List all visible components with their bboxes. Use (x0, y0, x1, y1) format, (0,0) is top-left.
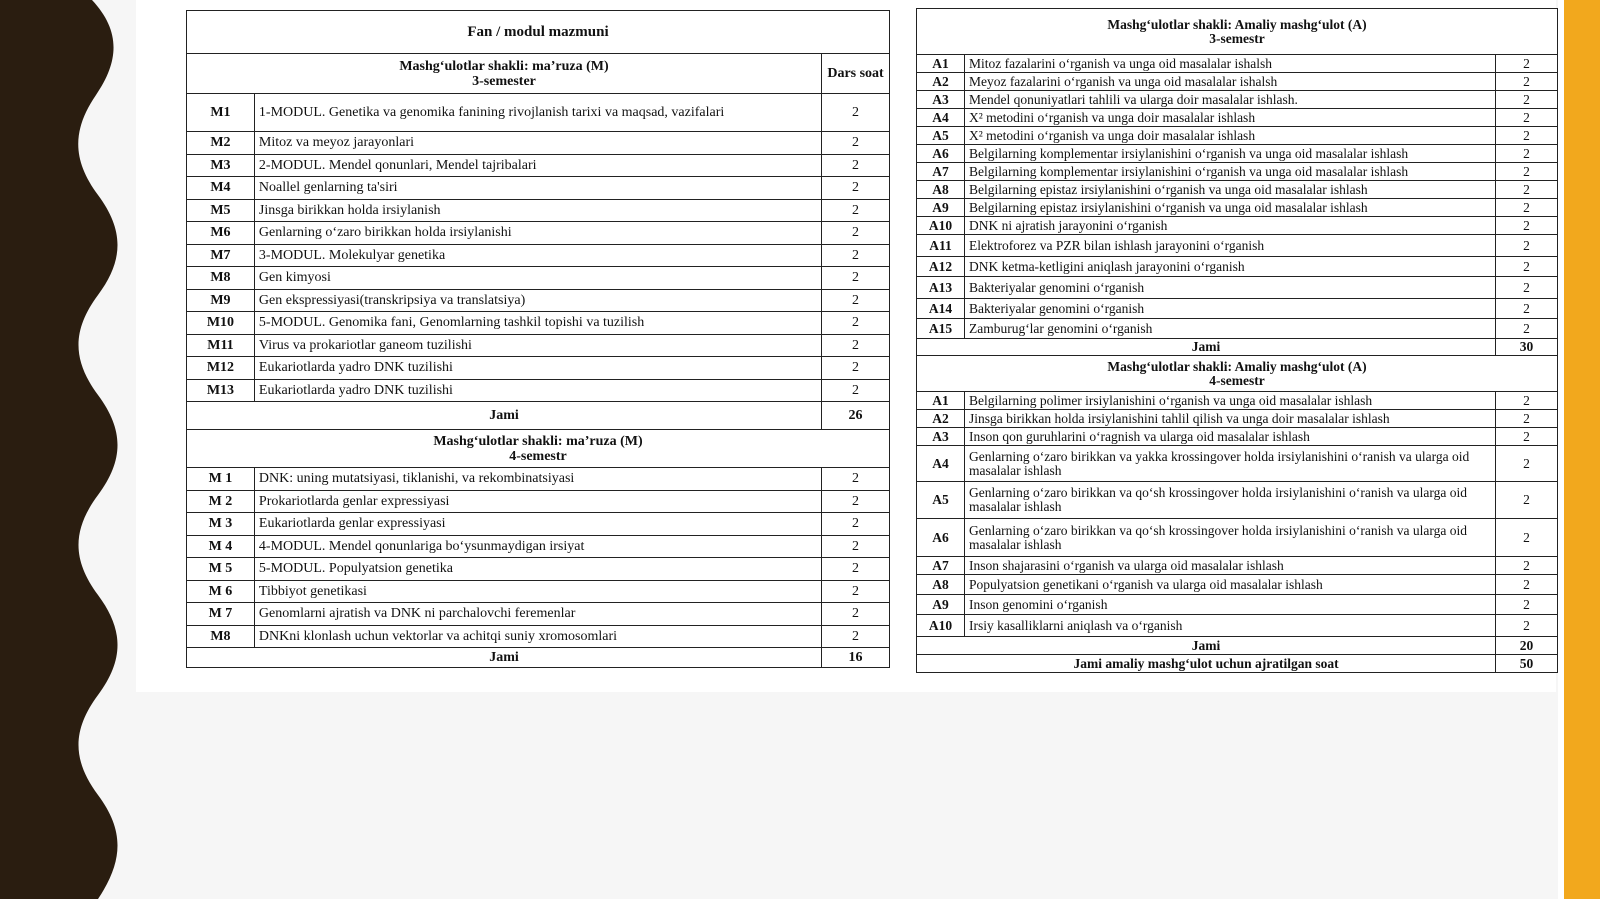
row-code: A4 (917, 109, 965, 127)
row-hours: 2 (1496, 299, 1558, 319)
table-row (187, 289, 890, 312)
row-code: A10 (917, 217, 965, 235)
table-row (187, 625, 890, 648)
table-row (187, 357, 890, 380)
row-hours: 2 (1496, 91, 1558, 109)
row-hours: 2 (822, 513, 890, 536)
row-code: M 5 (187, 558, 255, 581)
row-hours: 2 (822, 199, 890, 222)
row-code: M 2 (187, 490, 255, 513)
section-title (917, 356, 1558, 392)
table-row (187, 222, 890, 245)
row-code: M7 (187, 244, 255, 267)
table-row (187, 312, 890, 335)
table-header: Fan / modul mazmuni (187, 11, 890, 54)
row-hours: 2 (822, 154, 890, 177)
row-topic: DNK ni ajratish jarayonini o‘rganish (964, 217, 1495, 235)
total-label: Jami (187, 402, 822, 430)
row-code: A5 (917, 482, 965, 519)
row-hours: 2 (1496, 595, 1558, 615)
section-title (187, 430, 890, 468)
hours-column-header: Dars soat (822, 54, 890, 94)
row-code: M1 (187, 94, 255, 132)
row-code: A9 (917, 199, 965, 217)
row-hours: 2 (822, 222, 890, 245)
row-hours: 2 (822, 289, 890, 312)
row-topic: Eukariotlarda yadro DNK tuzilishi (254, 379, 821, 402)
row-topic: Bakteriyalar genomini o‘rganish (964, 299, 1495, 319)
row-code: A1 (917, 55, 965, 73)
row-hours: 2 (822, 94, 890, 132)
table-row (187, 199, 890, 222)
row-topic: DNKni klonlash uchun vektorlar va achitqi suniy xromosomlari (254, 625, 821, 648)
row-code: M8 (187, 625, 255, 648)
table-row (187, 580, 890, 603)
row-code: A2 (917, 410, 965, 428)
row-hours: 2 (1496, 55, 1558, 73)
row-code: M 7 (187, 603, 255, 626)
row-topic: Inson shajarasini o‘rganish va ularga oid masalalar ishlash (964, 557, 1495, 575)
row-topic: Noallel genlarning ta'siri (254, 177, 821, 200)
row-hours: 2 (822, 312, 890, 335)
row-code: A6 (917, 519, 965, 557)
row-hours: 2 (1496, 557, 1558, 575)
row-code: A7 (917, 163, 965, 181)
row-code: A11 (917, 235, 965, 257)
table-row (917, 277, 1558, 299)
row-topic: Eukariotlarda yadro DNK tuzilishi (254, 357, 821, 380)
row-code: A8 (917, 181, 965, 199)
semester-label: 4-semestr (1209, 372, 1265, 388)
row-topic: 5-MODUL. Populyatsion genetika (254, 558, 821, 581)
section-header-row (187, 54, 890, 94)
table-row (917, 199, 1558, 217)
grand-total-row (917, 655, 1558, 673)
row-hours: 2 (822, 558, 890, 581)
table-row (917, 482, 1558, 519)
table-row (187, 132, 890, 155)
total-label: Jami amaliy mashg‘ulot uchun ajratilgan soat (917, 655, 1496, 673)
row-hours: 2 (822, 625, 890, 648)
row-code: A15 (917, 319, 965, 339)
row-topic: Mendel qonuniyatlari tahlili va ularga doir masalalar ishlash. (964, 91, 1495, 109)
row-code: M12 (187, 357, 255, 380)
row-topic: Populyatsion genetikani o‘rganish va ularga oid masalalar ishlash (964, 575, 1495, 595)
table-row (187, 379, 890, 402)
row-code: A13 (917, 277, 965, 299)
table-row (917, 446, 1558, 482)
total-hours: 30 (1496, 339, 1558, 356)
total-label: Jami (917, 637, 1496, 655)
row-topic: 2-MODUL. Mendel qonunlari, Mendel tajribalari (254, 154, 821, 177)
table-row (917, 615, 1558, 637)
total-hours: 26 (822, 402, 890, 430)
row-topic: X² metodini o‘rganish va unga doir masalalar ishlash (964, 127, 1495, 145)
section-header-row (917, 356, 1558, 392)
row-hours: 2 (1496, 392, 1558, 410)
row-code: M 4 (187, 535, 255, 558)
semester-label: 4-semestr (509, 448, 567, 464)
semester-label: 3-semestr (1209, 30, 1265, 46)
wavy-left-border (0, 0, 120, 899)
row-code: M3 (187, 154, 255, 177)
table-row (917, 55, 1558, 73)
row-topic: Mitoz fazalarini o‘rganish va unga oid masalalar ishalsh (964, 55, 1495, 73)
row-topic: Genlarning o‘zaro birikkan va yakka krossingover holda irsiylanishini o‘ranish va ularga oid masalalar ishlash (964, 446, 1495, 482)
table-row (187, 603, 890, 626)
row-code: A10 (917, 615, 965, 637)
row-hours: 2 (822, 535, 890, 558)
table-row (917, 319, 1558, 339)
row-code: M2 (187, 132, 255, 155)
table-row (917, 91, 1558, 109)
row-code: M8 (187, 267, 255, 290)
row-hours: 2 (822, 132, 890, 155)
table-row (917, 557, 1558, 575)
table-row (917, 257, 1558, 277)
section-title-text: Mashg‘ulotlar shakli: Amaliy mashg‘ulot (A) (1107, 16, 1367, 32)
table-row (917, 575, 1558, 595)
table-row (187, 513, 890, 536)
row-topic: Belgilarning epistaz irsiylanishini o‘rganish va unga oid masalalar ishlash (964, 199, 1495, 217)
table-row (917, 109, 1558, 127)
row-code: M6 (187, 222, 255, 245)
row-code: M5 (187, 199, 255, 222)
table-row (917, 519, 1558, 557)
row-hours: 2 (1496, 482, 1558, 519)
row-topic: 1-MODUL. Genetika va genomika fanining rivojlanish tarixi va maqsad, vazifalari (254, 94, 821, 132)
table-row (917, 163, 1558, 181)
row-code: A7 (917, 557, 965, 575)
row-topic: Gen kimyosi (254, 267, 821, 290)
row-topic: 3-MODUL. Molekulyar genetika (254, 244, 821, 267)
row-topic: Tibbiyot genetikasi (254, 580, 821, 603)
row-code: A6 (917, 145, 965, 163)
row-code: A14 (917, 299, 965, 319)
row-topic: Jinsga birikkan holda irsiylanish (254, 199, 821, 222)
row-hours: 2 (822, 267, 890, 290)
row-topic: Genlarning o‘zaro birikkan va qo‘sh krossingover holda irsiylanishini o‘ranish va ularga oid masalalar ishlash (964, 482, 1495, 519)
row-topic: 4-MODUL. Mendel qonunlariga bo‘ysunmaydigan irsiyat (254, 535, 821, 558)
row-topic: Jinsga birikkan holda irsiylanishini tahlil qilish va unga doir masalalar ishlash (964, 410, 1495, 428)
section-title (187, 54, 822, 94)
row-topic: X² metodini o‘rganish va unga doir masalalar ishlash (964, 109, 1495, 127)
table-row (187, 177, 890, 200)
table-row (187, 558, 890, 581)
row-topic: Meyoz fazalarini o‘rganish va unga oid masalalar ishalsh (964, 73, 1495, 91)
row-topic: Bakteriyalar genomini o‘rganish (964, 277, 1495, 299)
row-hours: 2 (822, 357, 890, 380)
row-hours: 2 (822, 580, 890, 603)
row-topic: Mitoz va meyoz jarayonlari (254, 132, 821, 155)
total-hours: 20 (1496, 637, 1558, 655)
row-hours: 2 (822, 379, 890, 402)
table-row (187, 490, 890, 513)
row-topic: 5-MODUL. Genomika fani, Genomlarning tashkil topishi va tuzilish (254, 312, 821, 335)
table-row (187, 154, 890, 177)
row-hours: 2 (822, 244, 890, 267)
row-hours: 2 (1496, 163, 1558, 181)
row-code: M9 (187, 289, 255, 312)
semester-label: 3-semester (472, 73, 536, 89)
row-hours: 2 (822, 334, 890, 357)
row-hours: 2 (1496, 145, 1558, 163)
total-label: Jami (917, 339, 1496, 356)
row-hours: 2 (1496, 446, 1558, 482)
row-code: M 6 (187, 580, 255, 603)
row-topic: Genlarning o‘zaro birikkan va qo‘sh krossingover holda irsiylanishini o‘ranish va ularga oid masalalar ishlash (964, 519, 1495, 557)
row-hours: 2 (1496, 181, 1558, 199)
table-row (187, 267, 890, 290)
row-code: A5 (917, 127, 965, 145)
row-code: A3 (917, 428, 965, 446)
row-hours: 2 (1496, 575, 1558, 595)
table-row (917, 217, 1558, 235)
row-hours: 2 (822, 177, 890, 200)
row-code: A12 (917, 257, 965, 277)
row-topic: Irsiy kasalliklarni aniqlash va o‘rganish (964, 615, 1495, 637)
row-hours: 2 (1496, 615, 1558, 637)
section-title-text: Mashg‘ulotlar shakli: ma’ruza (M) (399, 58, 609, 74)
total-label: Jami (187, 648, 822, 668)
table-row (187, 334, 890, 357)
row-code: M11 (187, 334, 255, 357)
row-topic: Eukariotlarda genlar expressiyasi (254, 513, 821, 536)
row-code: M13 (187, 379, 255, 402)
row-topic: Prokariotlarda genlar expressiyasi (254, 490, 821, 513)
row-topic: Inson genomini o‘rganish (964, 595, 1495, 615)
table-row (917, 595, 1558, 615)
row-topic: Elektroforez va PZR bilan ishlash jarayonini o‘rganish (964, 235, 1495, 257)
row-code: A3 (917, 91, 965, 109)
row-hours: 2 (1496, 277, 1558, 299)
row-topic: Genlarning o‘zaro birikkan holda irsiylanishi (254, 222, 821, 245)
row-hours: 2 (1496, 217, 1558, 235)
section-header-row (917, 9, 1558, 55)
row-hours: 2 (822, 603, 890, 626)
row-hours: 2 (1496, 428, 1558, 446)
section-title-text: Mashg‘ulotlar shakli: ma’ruza (M) (433, 433, 643, 449)
section-title-text: Mashg‘ulotlar shakli: Amaliy mashg‘ulot (A) (1107, 358, 1367, 374)
table-row (917, 392, 1558, 410)
row-hours: 2 (822, 490, 890, 513)
row-topic: Genomlarni ajratish va DNK ni parchalovchi feremenlar (254, 603, 821, 626)
total-hours: 16 (822, 648, 890, 668)
row-code: A1 (917, 392, 965, 410)
row-topic: Zamburug‘lar genomini o‘rganish (964, 319, 1495, 339)
row-code: M 3 (187, 513, 255, 536)
total-row (917, 637, 1558, 655)
row-code: A4 (917, 446, 965, 482)
section-title (917, 9, 1558, 55)
row-code: A9 (917, 595, 965, 615)
row-code: M10 (187, 312, 255, 335)
table-row (917, 127, 1558, 145)
row-code: A8 (917, 575, 965, 595)
row-topic: DNK: uning mutatsiyasi, tiklanishi, va rekombinatsiyasi (254, 468, 821, 491)
table-row (917, 428, 1558, 446)
accent-bar (1564, 0, 1600, 899)
table-row (917, 181, 1558, 199)
row-hours: 2 (1496, 319, 1558, 339)
row-hours: 2 (822, 468, 890, 491)
row-topic: Belgilarning epistaz irsiylanishini o‘rganish va unga oid masalalar ishlash (964, 181, 1495, 199)
total-row (187, 402, 890, 430)
row-topic: Belgilarning polimer irsiylanishini o‘rganish va unga oid masalalar ishlash (964, 392, 1495, 410)
row-hours: 2 (1496, 519, 1558, 557)
practical-table (916, 8, 1558, 673)
table-row (917, 235, 1558, 257)
table-row (187, 244, 890, 267)
table-row (187, 468, 890, 491)
section-header-row (187, 430, 890, 468)
row-topic: Gen ekspressiyasi(transkripsiya va translatsiya) (254, 289, 821, 312)
table-row (187, 535, 890, 558)
row-hours: 2 (1496, 199, 1558, 217)
row-topic: Virus va prokariotlar ganeom tuzilishi (254, 334, 821, 357)
total-row (187, 648, 890, 668)
row-hours: 2 (1496, 410, 1558, 428)
row-hours: 2 (1496, 73, 1558, 91)
row-hours: 2 (1496, 257, 1558, 277)
table-row (917, 299, 1558, 319)
total-row (917, 339, 1558, 356)
table-row (917, 73, 1558, 91)
row-topic: Inson qon guruhlarini o‘ragnish va ularga oid masalalar ishlash (964, 428, 1495, 446)
table-row (187, 94, 890, 132)
row-hours: 2 (1496, 127, 1558, 145)
row-hours: 2 (1496, 109, 1558, 127)
row-code: M4 (187, 177, 255, 200)
row-code: M 1 (187, 468, 255, 491)
row-topic: Belgilarning komplementar irsiylanishini o‘rganish va unga oid masalalar ishlash (964, 145, 1495, 163)
lecture-table (186, 10, 890, 668)
row-topic: Belgilarning komplementar irsiylanishini o‘rganish va unga oid masalalar ishlash (964, 163, 1495, 181)
row-topic: DNK ketma-ketligini aniqlash jarayonini o‘rganish (964, 257, 1495, 277)
row-hours: 2 (1496, 235, 1558, 257)
row-code: A2 (917, 73, 965, 91)
table-row (917, 145, 1558, 163)
table-row (917, 410, 1558, 428)
total-hours: 50 (1496, 655, 1558, 673)
